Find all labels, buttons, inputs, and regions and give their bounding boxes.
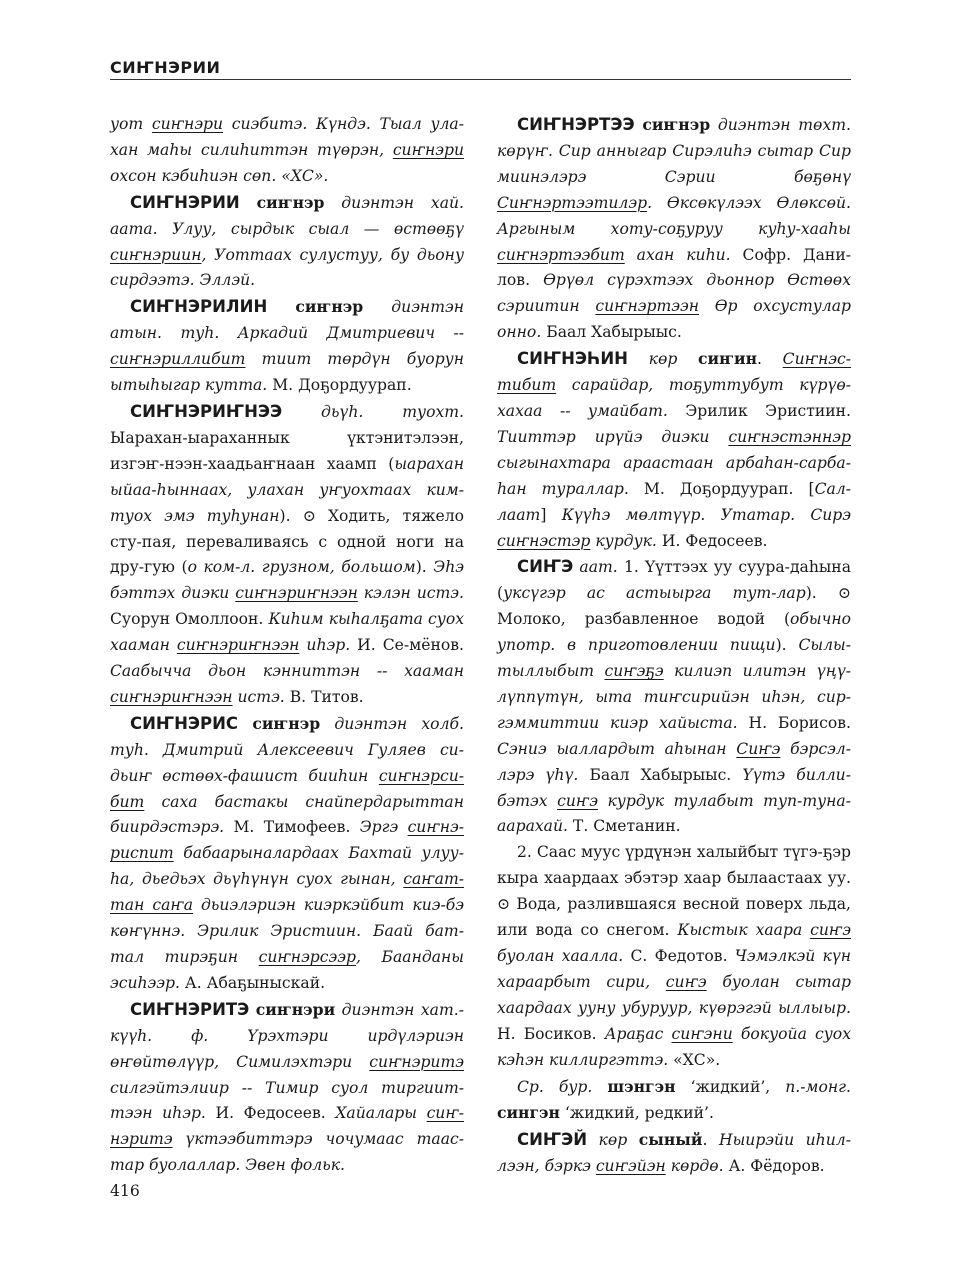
bold-term: сингэн [497,1103,560,1123]
left-column [110,112,464,1179]
italic-text: бэрсэл-лэрэ үһү. [497,739,852,784]
italic-text: сиэбитэ. Күндэ. Тыал ула-хан маһы силиһиттэн түөрэн, [110,115,464,159]
italic-text: Кыстык хаара [677,921,811,940]
entry-singnerite [110,997,464,1179]
text [628,350,649,368]
italic-text: үктээбиттэрэ чочумаас таас-тар буолаллар. Эвен фольк. [110,1130,464,1175]
cited-word: сиҥнэритэ [369,1052,464,1071]
text [592,1078,607,1096]
text: И. Се-мёнов. [350,636,464,655]
bold-term: сиҥин [698,349,757,369]
italic-text: көр [598,1131,628,1150]
italic-text: диэнтэн атын. туһ. Аркадий Дмитриевич -- [110,298,464,343]
entry-singnerinnee [110,399,464,711]
italic-text: . Өксөкүлээх Өлөксөй. Аргыным хоту-соҕуруу куһу-хааһы [497,193,851,238]
entry-singey [497,1127,851,1180]
cited-word: сиҥнэриин [110,245,202,264]
italic-text: , Баанданы эсиһээр. [110,948,465,992]
cited-word: саҥат-тан саҥа [110,870,464,915]
text: 1. Үүттээх уу суура-даһына ( [497,558,851,603]
bold-term: сиҥнэр [295,297,364,317]
headword: СИҤНЭРИИ [130,192,240,212]
text: Эрилик Эристиин. [667,401,851,420]
text [238,715,252,733]
italic-text: ыарахан ыйаа-һыннаах, улахан уҥуохтаах ким-туох эмэ туһунан [110,454,464,525]
italic-text: уксүгэр ас астыырга тут-лар [503,584,806,603]
cited-word: сиҥнэриҥнээн [235,584,358,603]
headword: СИҤНЭҺИН [517,349,628,369]
entry-singe-etym [497,1074,851,1128]
text: Н. Борисов. [737,713,851,732]
italic-text: сыгынахтара араастаан арбаһан-сарба-һан тураллар. [497,453,851,498]
cited-word: сиҥнэстэннэр [728,427,851,446]
entry-singneris [110,711,464,997]
italic-text: п.-монг. [785,1077,851,1096]
italic-text: саха бастакы снайпердарыттан биирдэстэрэ. [110,792,464,837]
header-rule [110,79,851,80]
italic-text: силгэйтэлиир -- Тимир суол тиргиит-тээн иһэр. [110,1078,464,1123]
headword: СИҤЭ [517,557,574,577]
italic-text: сарайдар, тоҕуттубут күрүө-хахаа -- умайбат. [497,376,851,420]
bold-term: шэнгэн [607,1076,676,1096]
text: . [702,1131,719,1150]
cited-word: сиҥнэриҥнээн [110,687,233,706]
bold-term: сиҥнэр [252,713,321,733]
cited-word: сиҥнэри [392,140,464,159]
italic-text: диэнтэн хат.-күүһ. ф. Үрэхтэри ирдүлэриэн өҥөйтөлүүр, Симилэхтэри [110,1000,464,1071]
text: М. Доҕордуурап. [267,376,412,395]
text: ] [540,505,562,524]
bold-term: сиҥнэри [255,999,336,1019]
italic-text: килиэп илитэн үңү-лүппүтүн, ыта тиҥсирийэн иһэн, сир-гэммиттии киэр хайыста. [497,662,851,732]
entry-singe [497,554,851,840]
italic-text: иһэр. [299,636,351,655]
text: Вода, разлившаяся весной поверх льда, или вода со снегом. [497,895,851,940]
italic-text: Сылы-тыллыбыт [497,636,851,681]
meaning-marker: ⊙ [302,506,316,525]
cited-word: сиҥнэстэр [497,531,591,550]
text: М. Тимофеев. [224,818,360,837]
text [627,1131,639,1149]
cited-word: сиҥнэрси-бит [110,766,464,811]
text: М. Доҕордуурап. [ [628,479,815,498]
italic-text: диэнтэн холб. туһ. Дмитрий Алексеевич Гуляев си-дьиҥ өстөөх-фашист бииһин [110,714,464,785]
italic-text: аат. [579,558,618,577]
entry-singnehin [497,346,851,554]
entry-singnertee [497,112,851,346]
text: ). [775,636,799,655]
cited-word: сиҥэ [810,921,851,940]
headword: СИҤНЭРИТЭ [130,999,250,1019]
text: Суорун Омоллоон. [110,610,269,629]
text: 2. Саас муус үрдүнэн халыйбыт түгэ-ҕэр кыра хаардаах эбэтэр хаар былаастаах уу. [497,843,851,888]
text [677,350,698,368]
italic-text: бабаарыналардаах Бахтай улуу-ha, дьедьэх дьүһүнүн суох гынан, [110,844,464,889]
italic-text: Эргэ [359,818,408,837]
cited-word: сиҥнэ-риспит [110,818,464,863]
italic-text: тиит төрдүн буорун ытыһыгар кутта. [110,350,464,395]
text: Н. Босиков. [497,1024,605,1043]
italic-text: бокуойа суох кэһэн киллиргэттэ. [497,1024,851,1069]
headword: СИҤНЭРТЭЭ [517,115,635,134]
text [587,1131,599,1149]
italic-text: Араҕас [604,1024,672,1043]
text: ). [279,506,303,525]
headword: СИҤНЭРИЛИН [130,297,268,317]
italic-text: диэнтэн хай. аата. Улуу, сырдык сыал — өстөөҕү [110,193,464,238]
cited-word: сиҥэни [671,1024,733,1043]
headword: СИҤНЭРИҤНЭЭ [130,401,283,421]
italic-text: Хайалары [335,1104,427,1123]
italic-text: Күүһэ мөлтүүр. Утатар. Сирэ [561,505,852,524]
text [267,298,295,316]
text: ). [805,584,838,603]
text: . [757,350,783,369]
running-head: СИҤНЭРИИ [110,58,221,77]
italic-text: , Уоттаах сулустуу, бу дьону сирдээтэ. Эллэй. [110,245,464,290]
italic-text: курдук. [590,531,657,550]
cited-word: сиҥэ [557,791,598,810]
cited-word: сиҥнэриҥнээн [176,636,300,655]
entry-cont [110,112,464,190]
text: Софр. Дани-лов. [497,245,851,290]
text [240,194,257,212]
entry-singneri [110,190,464,295]
italic-text: Ныирэйи иһил-лээн, бэркэ [497,1131,851,1176]
cited-word: сиҥнэртээбит [497,245,625,264]
italic-text: буолан хаалла. [497,947,624,965]
meaning-marker: ⊙ [497,895,511,914]
text: Ходить, тяжело сту-пая, переваливаясь с одной ноги на дру-гую ( [110,506,464,577]
italic-text: Чэмэлкэй күн хараарбыт сири, [497,947,852,991]
text: И. Федосеев. [656,531,768,550]
bold-term: сыный [638,1130,703,1150]
italic-text: Үүтэ билли-бэтэх [497,765,851,810]
italic-text: ахан киһи. [624,245,731,264]
italic-text: буолан сытар хаардаах ууну убуруур, күөрэгэй ыллыыр. [497,972,851,1017]
text: Баал Хабырыыс. [541,323,682,342]
cited-word: сиҥнэртээн [595,297,700,316]
cited-word: сиҥэҕэ [604,662,664,681]
bold-term: сиҥнэр [256,192,325,212]
italic-text: диэнтэн төхт. көрүҥ. Сир анныгар Сирэлиһэ сытар Сир миинэлэрэ Сэрии бөҕөнү [497,116,851,186]
cited-word: Сиҥнэртээтилэр [497,193,648,212]
italic-text: истэ. [232,687,285,706]
text: С. Федотов. [623,947,735,965]
cited-word: Сиҥнэс-тибит [497,350,851,395]
italic-text: курдук тулабыт туп-туна-аарахай. [497,791,851,836]
italic-text: көр [648,350,678,369]
italic-text: Ср. бур. [517,1077,593,1096]
cited-word: сиҥэ [665,972,707,991]
italic-text: Сал-лаат [497,479,851,524]
text: Баал Хабырыыс. [578,765,743,784]
italic-text: Киһим кыһалҕата суох хааман [110,610,464,655]
cited-word: сиҥнэриллибит [110,350,246,369]
headword: СИҤЭЙ [517,1130,588,1150]
italic-text: кэлэн истэ. [357,584,464,603]
italic-text: дьиэлэриэн киэркэйбит киэ-бэ көҥүннэ. Эрилик Эристиин. Баай бат-тал тирэҕин [110,896,464,966]
text: Молоко, разбавленное водой ( [497,610,791,629]
cited-word: Сиҥэ [736,739,781,758]
text: ). [415,558,434,577]
text: Ыарахан-ыараханнык үктэнитэлээн, изгэҥ-нээн-хаадьаҥнаан хаамп ( [110,428,464,473]
text: А. Абаҕыныскай. [179,973,326,992]
text: «ХС». [668,1050,721,1069]
text: ‘жидкий, редкий’. [559,1104,714,1123]
entry-singnerilin [110,294,464,399]
italic-text: уот [110,115,152,133]
text: И. Федосеев. [205,1104,336,1123]
italic-text: Тииттэр ирүйэ диэки [497,427,729,446]
italic-text: Өр охсустулар онно. [497,297,851,342]
italic-text: Сэниэ ыаллардыт аһынан [497,739,737,758]
italic-text: Эһэ бэттэх диэки [110,558,464,603]
italic-text: дьүһ. туохт. [282,402,464,421]
page-number: 416 [110,1182,140,1200]
text: А. Фёдоров. [723,1157,825,1176]
text: В. Титов. [284,687,364,706]
italic-text: охсон кэбиһиэн сөп. «ХС». [110,166,329,185]
headword: СИҤНЭРИС [130,713,239,733]
italic-text: о ком-л. грузном, большом [187,558,416,577]
cited-word: сиҥэйэн [595,1157,666,1176]
meaning-marker: ⊙ [837,584,851,603]
entry-singe-2 [497,840,851,1073]
right-column [497,112,851,1180]
italic-text: Өрүөл сүрэхтээх дьоннор Өстөөх сэриитин [497,271,851,316]
cited-word: сиҥнэрсээр [258,948,356,966]
italic-text: обычно употр. в приготовлении пищи [497,610,851,655]
italic-text: көрдө. [665,1157,724,1176]
text: Т. Сметанин. [567,817,681,836]
bold-term: сиҥнэр [642,115,711,134]
cited-word: сиҥ-нэритэ [110,1104,464,1149]
cited-word: сиҥнэри [151,115,224,133]
italic-text: Саабычча дьон кэнниттэн -- хааман [110,662,464,681]
text: ‘жидкий’, [675,1077,786,1096]
